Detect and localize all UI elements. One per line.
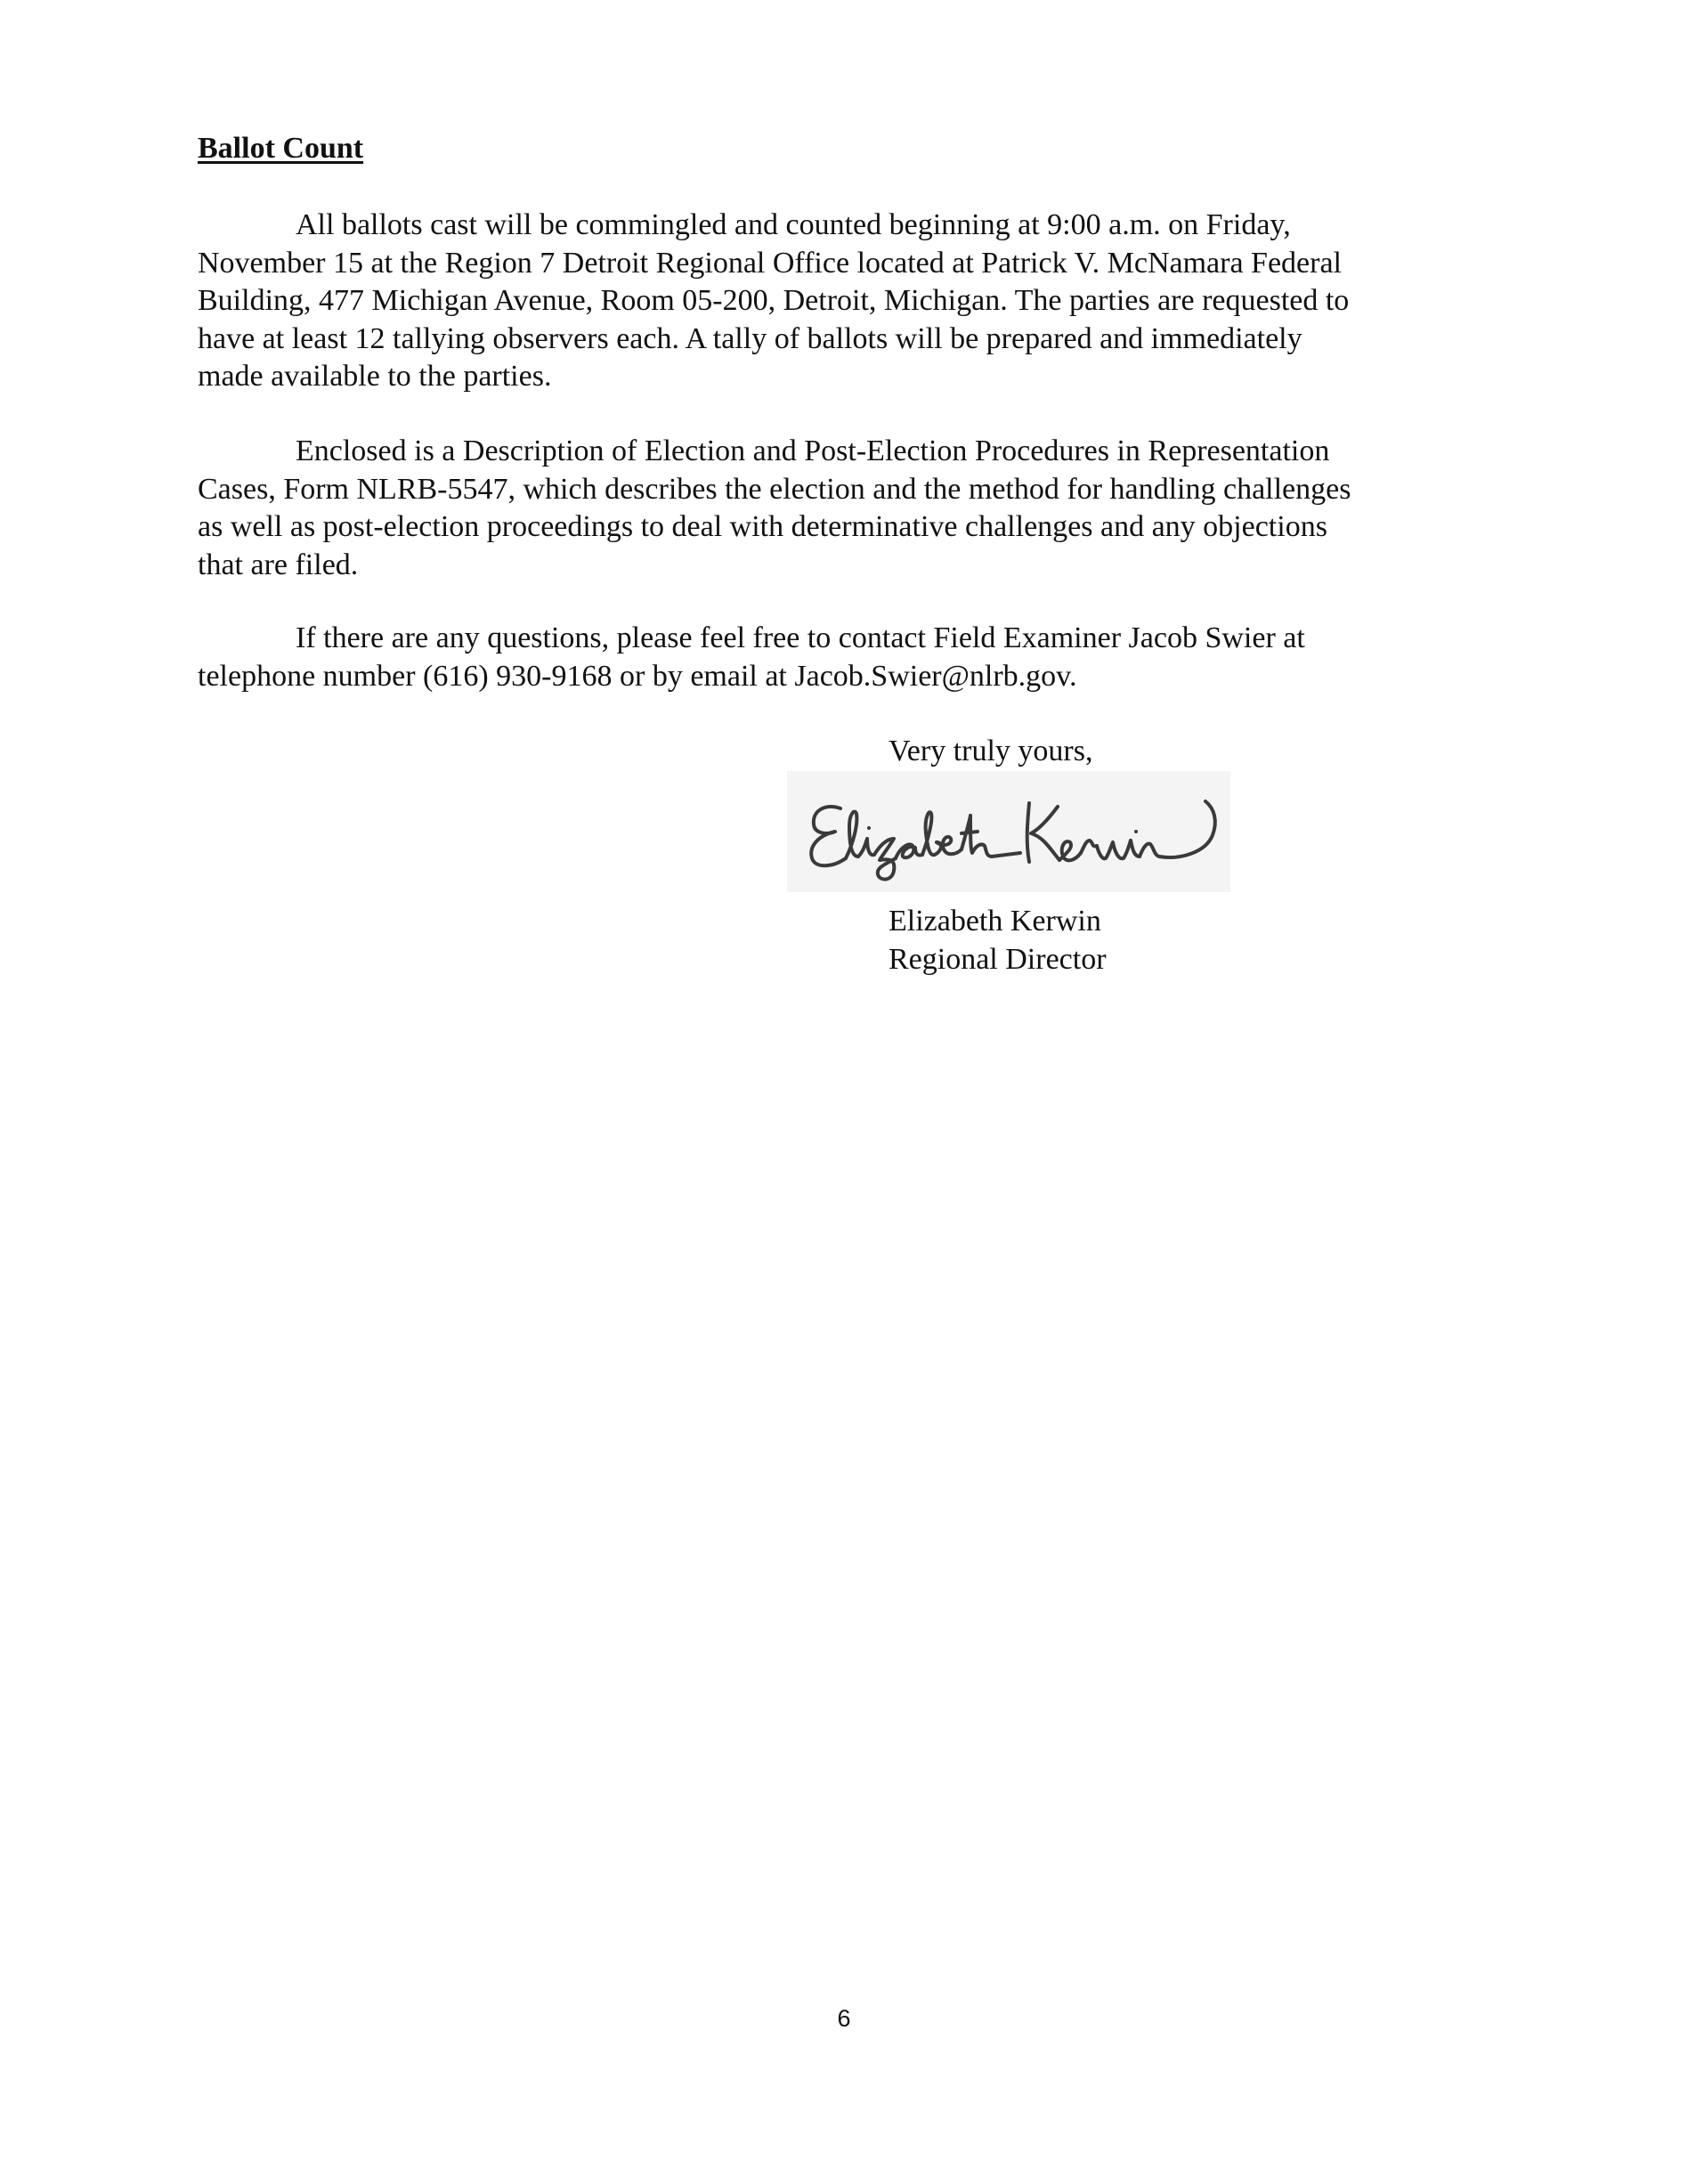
paragraph-line: Building, 477 Michigan Avenue, Room 05-200, Detroit, Michigan. The parties are requested to bbox=[198, 284, 1350, 317]
paragraph-ballot-count bbox=[198, 207, 1480, 396]
paragraph-line: telephone number (616) 930-9168 or by email at Jacob.Swier@nlrb.gov. bbox=[198, 659, 1077, 693]
page-number: 6 bbox=[837, 2005, 851, 2032]
paragraph-line: as well as post-election proceedings to deal with determinative challenges and any objections bbox=[198, 510, 1327, 543]
paragraph-line: Cases, Form NLRB-5547, which describes the election and the method for handling challenges bbox=[198, 472, 1351, 506]
handwritten-signature bbox=[787, 771, 1230, 892]
paragraph-line: All ballots cast will be commingled and counted beginning at 9:00 a.m. on Friday, bbox=[296, 208, 1291, 241]
paragraph-line: Enclosed is a Description of Election and Post-Election Procedures in Representation bbox=[296, 434, 1330, 467]
closing-salutation: Very truly yours, bbox=[889, 735, 1093, 767]
signature-drawing bbox=[787, 771, 1230, 892]
paragraph-line: that are filed. bbox=[198, 548, 359, 581]
signer-title: Regional Director bbox=[889, 943, 1107, 976]
signer-block bbox=[889, 902, 1107, 978]
paragraph-line: made available to the parties. bbox=[198, 360, 552, 393]
paragraph-line: November 15 at the Region 7 Detroit Regional Office located at Patrick V. McNamara Federal bbox=[198, 246, 1342, 280]
paragraph-enclosure bbox=[198, 433, 1480, 584]
paragraph-line: have at least 12 tallying observers each. A tally of ballots will be prepared and immediately bbox=[198, 321, 1303, 355]
paragraph-line: If there are any questions, please feel free to contact Field Examiner Jacob Swier at bbox=[296, 621, 1305, 654]
signer-name: Elizabeth Kerwin bbox=[889, 905, 1101, 938]
paragraph-contact bbox=[198, 620, 1480, 695]
section-heading: Ballot Count bbox=[198, 132, 364, 165]
